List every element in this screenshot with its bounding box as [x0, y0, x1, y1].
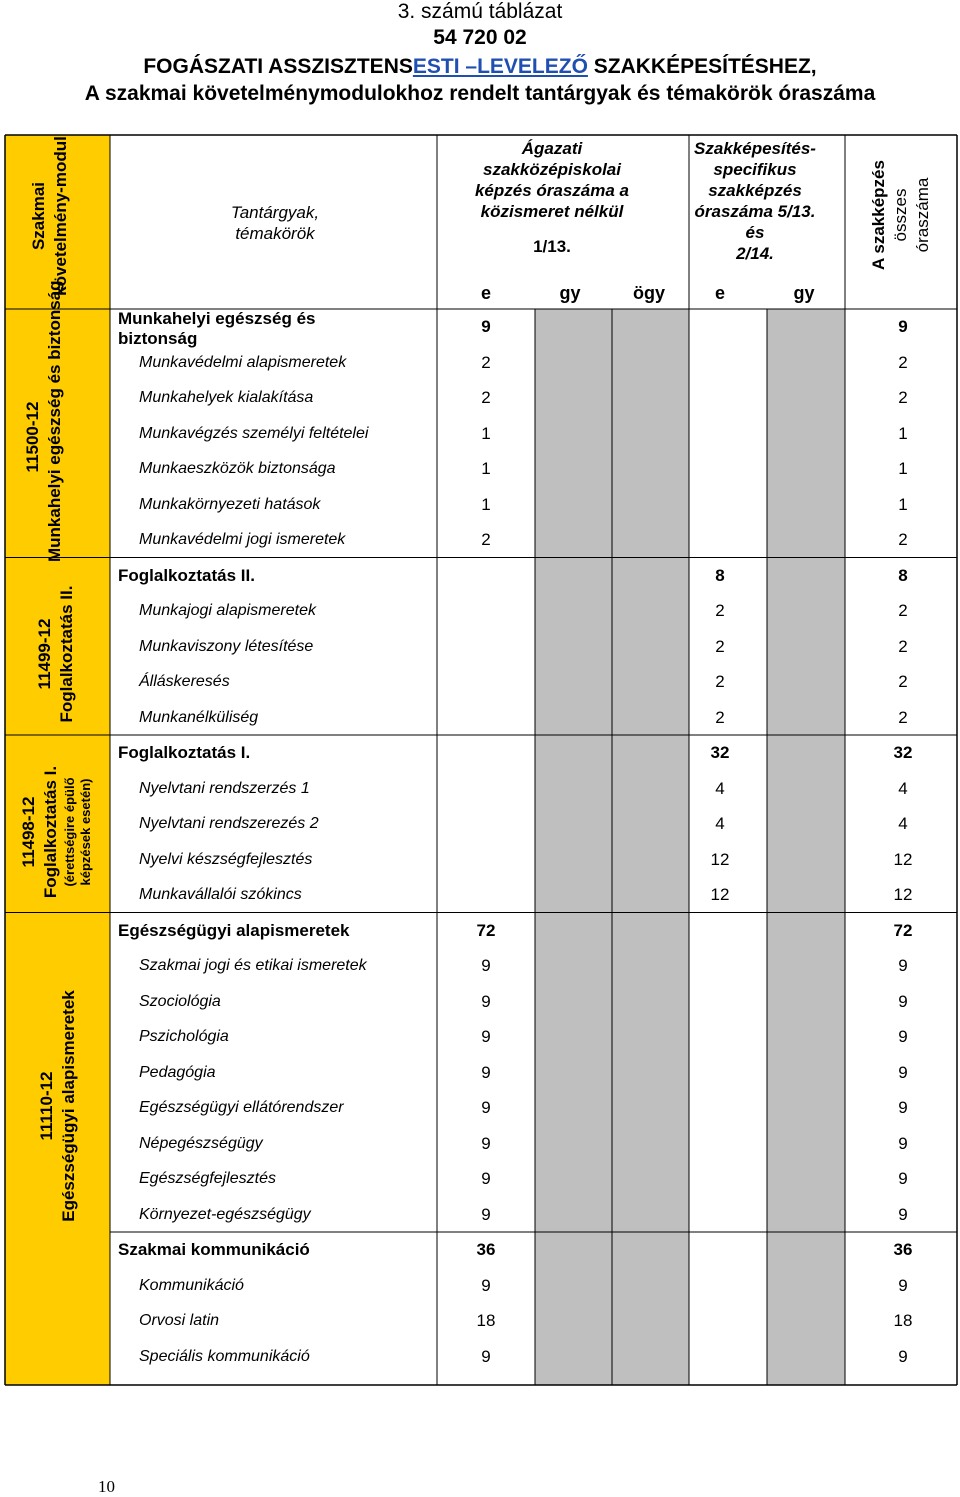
blank-e2 — [689, 416, 767, 452]
page-number: 10 — [98, 1477, 115, 1496]
blank-e2 — [689, 487, 767, 523]
blank-e2 — [689, 913, 767, 949]
topic-row-label: Egészségfejlesztés — [139, 1170, 276, 1187]
qualification-code: 54 720 02 — [433, 26, 527, 49]
specific-e-cell: 2 — [715, 636, 725, 656]
blank-e1 — [437, 558, 535, 594]
module-col-header: Szakmai követelmény-modul — [29, 136, 70, 296]
total-hours-cell: 9 — [898, 317, 908, 336]
blank-e2 — [689, 451, 767, 487]
table-subtitle: A szakmai követelménymodulokhoz rendelt tantárgyak és témakörök óraszáma — [84, 82, 876, 105]
module-11498-12: 11498-12 Foglalkoztatás I. (érettségire épülő képzések esetén) — [19, 765, 93, 899]
topic-row-label: Munkanélküliség — [139, 708, 259, 726]
topic-row-label: Munkajogi alapismeretek — [139, 602, 316, 619]
specific-e-cell: 12 — [710, 885, 730, 904]
total-hours-cell: 9 — [898, 1098, 908, 1117]
col-ogy: ögy — [632, 283, 665, 303]
branch-e-cell: 1 — [481, 494, 491, 514]
esti-levelezo-link[interactable]: ESTI –LEVELEZŐ — [412, 55, 588, 78]
blank-e1 — [437, 842, 535, 878]
total-hours-cell: 1 — [898, 423, 908, 443]
topic-row-label: Álláskeresés — [139, 673, 230, 690]
topic-row-label: Munkavállalói szókincs — [139, 886, 302, 903]
specific-e-cell: 4 — [715, 814, 725, 833]
subject-row-label: Foglalkoztatás I. — [118, 743, 251, 762]
branch-e-cell: 2 — [481, 388, 491, 407]
blank-e1 — [437, 735, 535, 771]
topic-row-label: Szociológia — [139, 992, 221, 1010]
total-hours-cell: 9 — [898, 1169, 908, 1188]
blank-e2 — [689, 1232, 767, 1268]
blank-e1 — [437, 664, 535, 700]
total-hours-cell: 1 — [898, 459, 908, 478]
branch-e-cell: 36 — [476, 1240, 496, 1259]
blank-e2 — [689, 1339, 767, 1375]
specific-e-cell: 32 — [710, 743, 730, 762]
total-hours-cell: 4 — [898, 778, 908, 798]
subject-row-label: Egészségügyi alapismeretek — [118, 920, 350, 940]
total-hours-cell: 2 — [898, 707, 908, 727]
col-e-2: e — [714, 283, 725, 303]
total-hours-cell: 36 — [893, 1240, 913, 1259]
blank-e1 — [437, 806, 535, 842]
qualification-title: FOGÁSZATI ASSZISZTENSESTI –LEVELEZŐ SZAKKÉPESÍTÉSHEZ, — [143, 55, 817, 78]
total-hours-cell: 2 — [898, 352, 908, 372]
total-hours-cell: 32 — [893, 743, 913, 762]
total-hours-cell: 9 — [898, 1133, 908, 1153]
blank-e2 — [689, 1126, 767, 1162]
blank-e2 — [689, 1019, 767, 1055]
branch-e-cell: 1 — [481, 423, 491, 443]
topic-row-label: Munkaeszközök biztonsága — [139, 460, 336, 477]
specific-e-cell: 12 — [710, 849, 730, 869]
total-hours-cell: 4 — [898, 814, 908, 833]
branch-e-cell: 1 — [481, 459, 491, 478]
total-hours-cell: 9 — [898, 991, 908, 1011]
total-hours-cell: 12 — [893, 849, 913, 869]
total-hours-cell: 2 — [898, 530, 908, 549]
topic-row-label: Nyelvi készségfejlesztés — [139, 850, 313, 868]
branch-e-cell: 72 — [476, 920, 496, 940]
topic-row-label: Pedagógia — [139, 1063, 216, 1081]
total-hours-cell: 9 — [898, 1027, 908, 1046]
branch-e-cell: 9 — [481, 1169, 491, 1188]
branch-e-cell: 9 — [481, 317, 491, 336]
topic-row-label: Munkaviszony létesítése — [139, 637, 314, 655]
subject-row-label: Szakmai kommunikáció — [118, 1240, 310, 1259]
total-hours-cell: 2 — [898, 636, 908, 656]
total-hours-cell: 18 — [893, 1311, 913, 1330]
branch-e-cell: 9 — [481, 1346, 491, 1366]
blank-e2 — [689, 1268, 767, 1304]
total-hours-cell: 9 — [898, 1275, 908, 1295]
total-hours-cell: 2 — [898, 672, 908, 691]
topic-row-label: Munkavégzés személyi feltételei — [139, 424, 369, 442]
blank-e1 — [437, 771, 535, 807]
specific-e-cell: 8 — [715, 565, 725, 585]
table-number: 3. számú táblázat — [397, 0, 563, 23]
shade-gy-2 — [767, 309, 845, 1385]
total-hours-cell: 2 — [898, 388, 908, 407]
specific-e-cell: 4 — [715, 778, 725, 798]
total-hours-cell: 12 — [893, 885, 913, 904]
blank-e2 — [689, 380, 767, 416]
total-hours-cell: 9 — [898, 1204, 908, 1224]
topic-row-label: Munkavédelmi jogi ismeretek — [139, 531, 346, 548]
col-e-1: e — [480, 283, 491, 303]
blank-e1 — [437, 877, 535, 913]
topic-row-label: Pszichológia — [139, 1028, 229, 1045]
subject-row-label: Munkahelyi egészség és biztonság — [118, 309, 316, 348]
branch-e-cell: 9 — [481, 1204, 491, 1224]
module-11110-12: 11110-12 Egészségügyi alapismeretek — [37, 990, 78, 1222]
specific-e-cell: 2 — [715, 601, 725, 620]
subject-row-label: Foglalkoztatás II. — [118, 565, 255, 585]
branch-e-cell: 9 — [481, 1133, 491, 1153]
topic-row-label: Környezet-egészségügy — [139, 1205, 311, 1223]
blank-e2 — [689, 1090, 767, 1126]
topic-row-label: Speciális kommunikáció — [139, 1347, 310, 1365]
total-hours-header: A szakképzés összes óraszáma — [869, 160, 932, 270]
total-hours-cell: 9 — [898, 1346, 908, 1366]
branch-e-cell: 2 — [481, 352, 491, 372]
total-hours-cell: 72 — [893, 920, 913, 940]
topic-row-label: Kommunikáció — [139, 1276, 244, 1294]
subjects-col-header: Tantárgyak, témakörök — [230, 203, 320, 243]
shade-ogy — [612, 309, 689, 1385]
branch-e-cell: 18 — [476, 1311, 496, 1330]
total-hours-cell: 9 — [898, 956, 908, 975]
module-11499-12: 11499-12 Foglalkoztatás II. — [35, 585, 76, 723]
blank-e2 — [689, 1303, 767, 1339]
branch-e-cell: 9 — [481, 956, 491, 975]
module-11500-12: 11500-12 Munkahelyi egészség és biztonság — [23, 280, 64, 562]
shade-gy-1 — [535, 309, 612, 1385]
blank-e1 — [437, 593, 535, 629]
topic-row-label: Munkakörnyezeti hatások — [139, 495, 321, 513]
branch-e-cell: 2 — [481, 530, 491, 549]
blank-e2 — [689, 522, 767, 558]
blank-e1 — [437, 629, 535, 665]
total-hours-cell: 9 — [898, 1062, 908, 1082]
col-gy-1: gy — [559, 283, 581, 303]
col-gy-2: gy — [793, 283, 815, 303]
total-hours-cell: 1 — [898, 494, 908, 514]
blank-e2 — [689, 309, 767, 345]
blank-e2 — [689, 345, 767, 381]
blank-e2 — [689, 1161, 767, 1197]
blank-e2 — [689, 948, 767, 984]
total-hours-cell: 8 — [898, 565, 908, 585]
blank-e2 — [689, 984, 767, 1020]
branch-e-cell: 9 — [481, 1027, 491, 1046]
specific-e-cell: 2 — [715, 707, 725, 727]
topic-row-label: Egészségügyi ellátórendszer — [139, 1099, 344, 1116]
topic-row-label: Orvosi latin — [139, 1312, 220, 1329]
blank-e1 — [437, 700, 535, 736]
branch-e-cell: 9 — [481, 1275, 491, 1295]
topic-row-label: Nyelvtani rendszerezés 2 — [139, 815, 319, 832]
blank-e2 — [689, 1197, 767, 1233]
branch-e-cell: 9 — [481, 991, 491, 1011]
branch-school-header: Ágazati szakközépiskolai képzés óraszáma a közismeret nélkül 1/13. — [474, 139, 630, 256]
specific-training-header: Szakképesítés- specifikus szakképzés óraszáma 5/13. és 2/14. — [694, 139, 816, 263]
total-hours-cell: 2 — [898, 601, 908, 620]
topic-row-label: Népegészségügy — [139, 1134, 263, 1152]
branch-e-cell: 9 — [481, 1098, 491, 1117]
specific-e-cell: 2 — [715, 672, 725, 691]
branch-e-cell: 9 — [481, 1062, 491, 1082]
topic-row-label: Szakmai jogi és etikai ismeretek — [139, 957, 367, 974]
topic-row-label: Munkahelyek kialakítása — [139, 389, 314, 406]
topic-row-label: Nyelvtani rendszerzés 1 — [139, 779, 310, 797]
topic-row-label: Munkavédelmi alapismeretek — [139, 353, 347, 371]
blank-e2 — [689, 1055, 767, 1091]
